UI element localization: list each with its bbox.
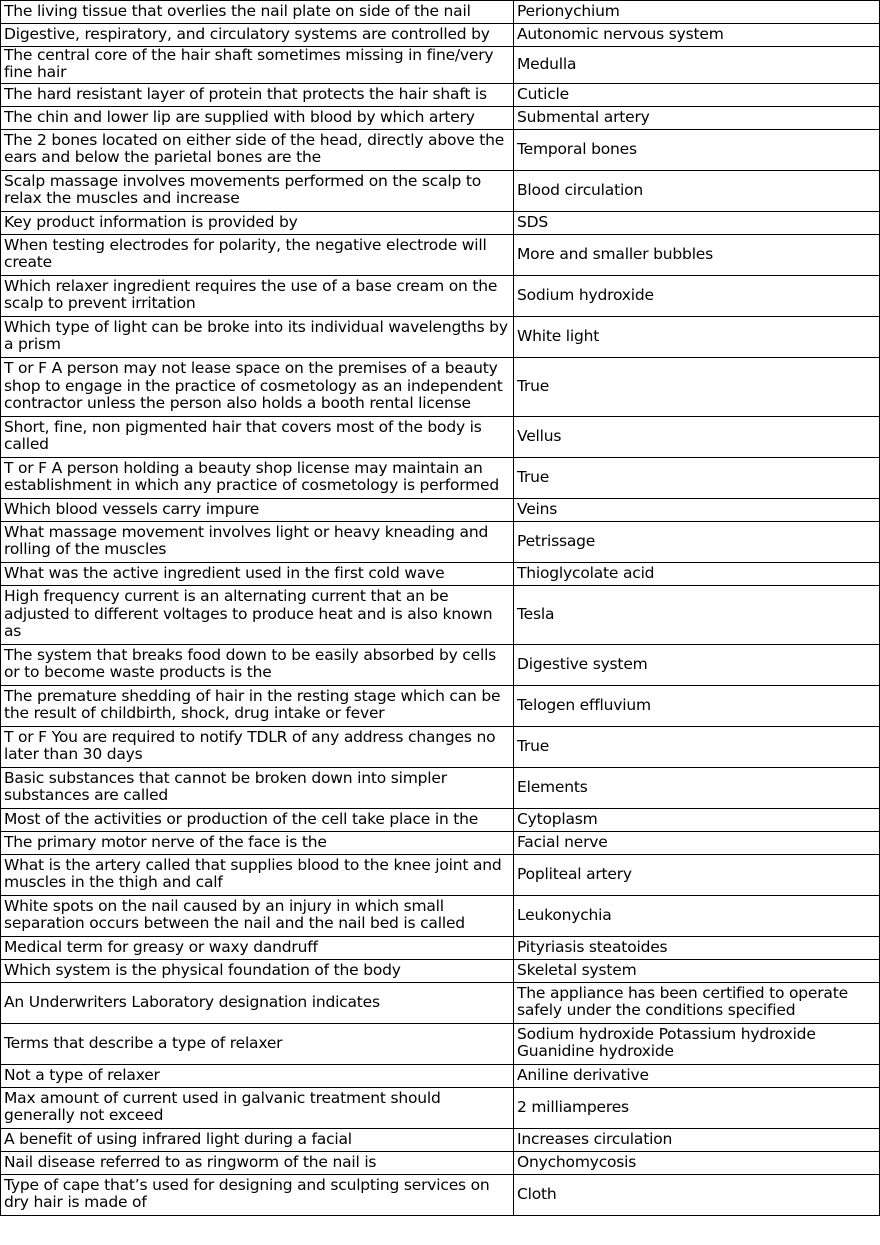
answer-cell: Sodium hydroxide	[514, 275, 880, 316]
answer-cell: Cytoplasm	[514, 808, 880, 831]
question-cell: A benefit of using infrared light during a facial	[1, 1128, 514, 1151]
question-cell: The central core of the hair shaft sometimes missing in fine/very fine hair	[1, 47, 514, 84]
question-cell: Most of the activities or production of the cell take place in the	[1, 808, 514, 831]
answer-cell: Digestive system	[514, 644, 880, 685]
table-row	[1, 644, 880, 685]
table-row	[1, 357, 880, 416]
question-cell: What was the active ingredient used in the first cold wave	[1, 562, 514, 585]
table-row	[1, 521, 880, 562]
question-cell: Not a type of relaxer	[1, 1064, 514, 1087]
table-row	[1, 808, 880, 831]
question-cell: Basic substances that cannot be broken down into simpler substances are called	[1, 767, 514, 808]
answer-cell: Petrissage	[514, 521, 880, 562]
table-row	[1, 936, 880, 959]
question-cell: High frequency current is an alternating current that an be adjusted to different voltages to produce heat and is also known as	[1, 585, 514, 644]
answer-cell: Tesla	[514, 585, 880, 644]
table-row	[1, 854, 880, 895]
question-cell: Medical term for greasy or waxy dandruff	[1, 936, 514, 959]
table-row	[1, 562, 880, 585]
question-cell: Key product information is provided by	[1, 211, 514, 234]
table-row	[1, 275, 880, 316]
question-cell: The primary motor nerve of the face is the	[1, 831, 514, 854]
question-cell: Digestive, respiratory, and circulatory systems are controlled by	[1, 24, 514, 47]
table-row	[1, 47, 880, 84]
question-cell: The 2 bones located on either side of the head, directly above the ears and below the parietal bones are the	[1, 129, 514, 170]
question-cell: Terms that describe a type of relaxer	[1, 1023, 514, 1064]
table-row	[1, 831, 880, 854]
question-cell: An Underwriters Laboratory designation indicates	[1, 982, 514, 1023]
question-cell: Which system is the physical foundation of the body	[1, 959, 514, 982]
answer-cell: True	[514, 457, 880, 498]
answer-cell: Cloth	[514, 1174, 880, 1215]
answer-cell: Increases circulation	[514, 1128, 880, 1151]
answer-cell: Leukonychia	[514, 895, 880, 936]
table-row	[1, 234, 880, 275]
answer-cell: Perionychium	[514, 1, 880, 24]
question-cell: The premature shedding of hair in the resting stage which can be the result of childbirth, shock, drug intake or fever	[1, 685, 514, 726]
answer-cell: True	[514, 357, 880, 416]
answer-cell: Sodium hydroxide Potassium hydroxide Guanidine hydroxide	[514, 1023, 880, 1064]
answer-cell: 2 milliamperes	[514, 1087, 880, 1128]
table-row	[1, 685, 880, 726]
table-row	[1, 24, 880, 47]
table-row	[1, 585, 880, 644]
table-row	[1, 83, 880, 106]
table-row	[1, 1151, 880, 1174]
table-row	[1, 726, 880, 767]
table-row	[1, 1087, 880, 1128]
table-row	[1, 1064, 880, 1087]
table-row	[1, 416, 880, 457]
answer-cell: More and smaller bubbles	[514, 234, 880, 275]
answer-cell: Vellus	[514, 416, 880, 457]
question-cell: The hard resistant layer of protein that protects the hair shaft is	[1, 83, 514, 106]
question-cell: Which relaxer ingredient requires the use of a base cream on the scalp to prevent irritation	[1, 275, 514, 316]
question-cell: White spots on the nail caused by an injury in which small separation occurs between the nail and the nail bed is called	[1, 895, 514, 936]
answer-cell: Submental artery	[514, 106, 880, 129]
question-cell: Max amount of current used in galvanic treatment should generally not exceed	[1, 1087, 514, 1128]
table-row	[1, 170, 880, 211]
table-row	[1, 316, 880, 357]
question-cell: Which type of light can be broke into its individual wavelengths by a prism	[1, 316, 514, 357]
table-row	[1, 982, 880, 1023]
answer-cell: Pityriasis steatoides	[514, 936, 880, 959]
question-cell: Nail disease referred to as ringworm of the nail is	[1, 1151, 514, 1174]
answer-cell: Skeletal system	[514, 959, 880, 982]
answer-cell: Elements	[514, 767, 880, 808]
table-row	[1, 959, 880, 982]
table-row	[1, 895, 880, 936]
table-row	[1, 1023, 880, 1064]
answer-cell: Veins	[514, 498, 880, 521]
table-row	[1, 1174, 880, 1215]
answer-cell: The appliance has been certified to operate safely under the conditions specified	[514, 982, 880, 1023]
table-row	[1, 457, 880, 498]
question-cell: Which blood vessels carry impure	[1, 498, 514, 521]
answer-cell: Thioglycolate acid	[514, 562, 880, 585]
answer-cell: Medulla	[514, 47, 880, 84]
question-cell: T or F A person holding a beauty shop license may maintain an establishment in which any practice of cosmetology is performed	[1, 457, 514, 498]
question-cell: The living tissue that overlies the nail plate on side of the nail	[1, 1, 514, 24]
flashcard-rows	[1, 1, 880, 1216]
question-cell: T or F You are required to notify TDLR of any address changes no later than 30 days	[1, 726, 514, 767]
table-row	[1, 767, 880, 808]
answer-cell: Blood circulation	[514, 170, 880, 211]
question-cell: The chin and lower lip are supplied with blood by which artery	[1, 106, 514, 129]
answer-cell: Onychomycosis	[514, 1151, 880, 1174]
answer-cell: SDS	[514, 211, 880, 234]
answer-cell: True	[514, 726, 880, 767]
table-row	[1, 211, 880, 234]
question-cell: What massage movement involves light or heavy kneading and rolling of the muscles	[1, 521, 514, 562]
answer-cell: Cuticle	[514, 83, 880, 106]
question-cell: The system that breaks food down to be easily absorbed by cells or to become waste products is the	[1, 644, 514, 685]
answer-cell: Temporal bones	[514, 129, 880, 170]
answer-cell: Telogen effluvium	[514, 685, 880, 726]
table-row	[1, 129, 880, 170]
table-row	[1, 1128, 880, 1151]
answer-cell: White light	[514, 316, 880, 357]
answer-cell: Autonomic nervous system	[514, 24, 880, 47]
question-cell: Short, fine, non pigmented hair that covers most of the body is called	[1, 416, 514, 457]
question-cell: What is the artery called that supplies blood to the knee joint and muscles in the thigh and calf	[1, 854, 514, 895]
question-cell: When testing electrodes for polarity, the negative electrode will create	[1, 234, 514, 275]
answer-cell: Aniline derivative	[514, 1064, 880, 1087]
question-cell: Scalp massage involves movements performed on the scalp to relax the muscles and increase	[1, 170, 514, 211]
answer-cell: Popliteal artery	[514, 854, 880, 895]
table-row	[1, 498, 880, 521]
answer-cell: Facial nerve	[514, 831, 880, 854]
question-cell: Type of cape that’s used for designing and sculpting services on dry hair is made of	[1, 1174, 514, 1215]
question-cell: T or F A person may not lease space on the premises of a beauty shop to engage in the practice of cosmetology as an independent contractor unless the person also holds a booth rental license	[1, 357, 514, 416]
table-row	[1, 1, 880, 24]
table-row	[1, 106, 880, 129]
